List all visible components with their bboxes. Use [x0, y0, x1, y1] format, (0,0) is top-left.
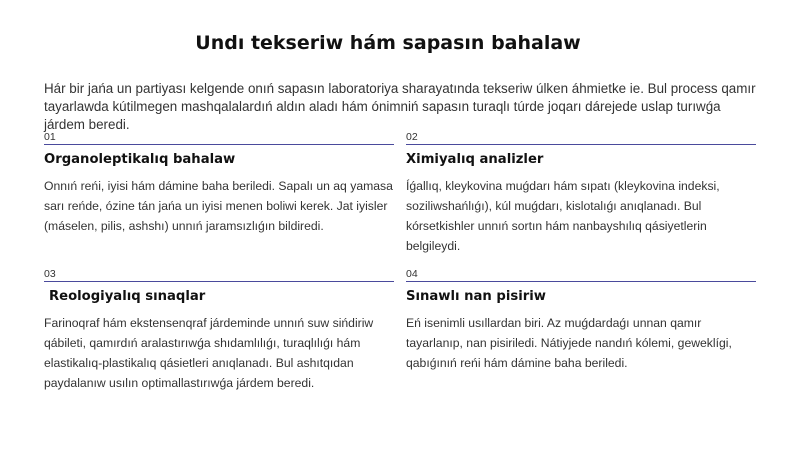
section-body: Íǵallıq, kleykovina muǵdarı hám sıpatı (kleykovina indeksi, soziliwshańlıǵı), kúl muǵdarı, kislotalıǵı anıqlanadı. Bul kórsetkishler unnıń sortın hám nanbayshılıq qásiyetlerin belgileydi.: [406, 179, 720, 253]
section-title: Organoleptikalıq bahalaw: [44, 152, 236, 167]
section-title: Reologiyalıq sınaqlar: [49, 289, 206, 304]
section-divider: [44, 281, 394, 282]
section-divider: [406, 144, 756, 145]
section-number: 01: [44, 131, 56, 143]
section-number: 04: [406, 268, 418, 280]
section-title: Sınawlı nan pisiriw: [406, 289, 546, 304]
section-body: Farinoqraf hám ekstensenqraf járdeminde unnıń suw sińdiriw qábileti, qamırdıń aralastırıwǵa shıdamlılıǵı, turaqlılıǵı hám elastikalıq-plastikalıq qásietleri anıqlanadı. Bul ashıtqıdan paydalanıw usılın optimallastırıwǵa járdem beredi.: [44, 316, 374, 390]
section-number: 02: [406, 131, 418, 143]
section-title: Ximiyalıq analizler: [406, 152, 544, 167]
section-organoleptic: [44, 131, 394, 236]
section-test-baking: [406, 268, 756, 373]
section-body: Onnıń reńi, iyisi hám dámine baha beriledi. Sapalı un aq yamasa sarı reńde, ózine tán jańa un iyisi menen boliwi kerek. Jat iyisler (máselen, pilis, ashshı) unnıń jaramsızlıǵın bildiredi.: [44, 179, 393, 233]
section-body: Eń isenimli usıllardan biri. Az muǵdardaǵı unnan qamır tayarlanıp, nan pisiriledi. Nátiyjede nandıń kólemi, geweklígi, qabıǵınıń reńi hám dámine baha beriledi.: [406, 316, 732, 370]
section-rheological: [44, 268, 394, 393]
section-chemical: [406, 131, 756, 256]
section-divider: [44, 144, 394, 145]
section-number: 03: [44, 268, 56, 280]
page-title: Undı tekseriw hám sapasın bahalaw: [195, 32, 581, 54]
intro-paragraph: Hár bir jańa un partiyası kelgende onıń sapasın laboratoriya sharayatında tekseriw úlken áhmietke ie. Bul process qamır tayarlawda kútilmegen mashqalalardıń aldın aladı hám ónimniń sapasın turaqlı túrde joqarı dárejede uslap turıwǵa járdem beredi.: [44, 81, 756, 132]
section-divider: [406, 281, 756, 282]
